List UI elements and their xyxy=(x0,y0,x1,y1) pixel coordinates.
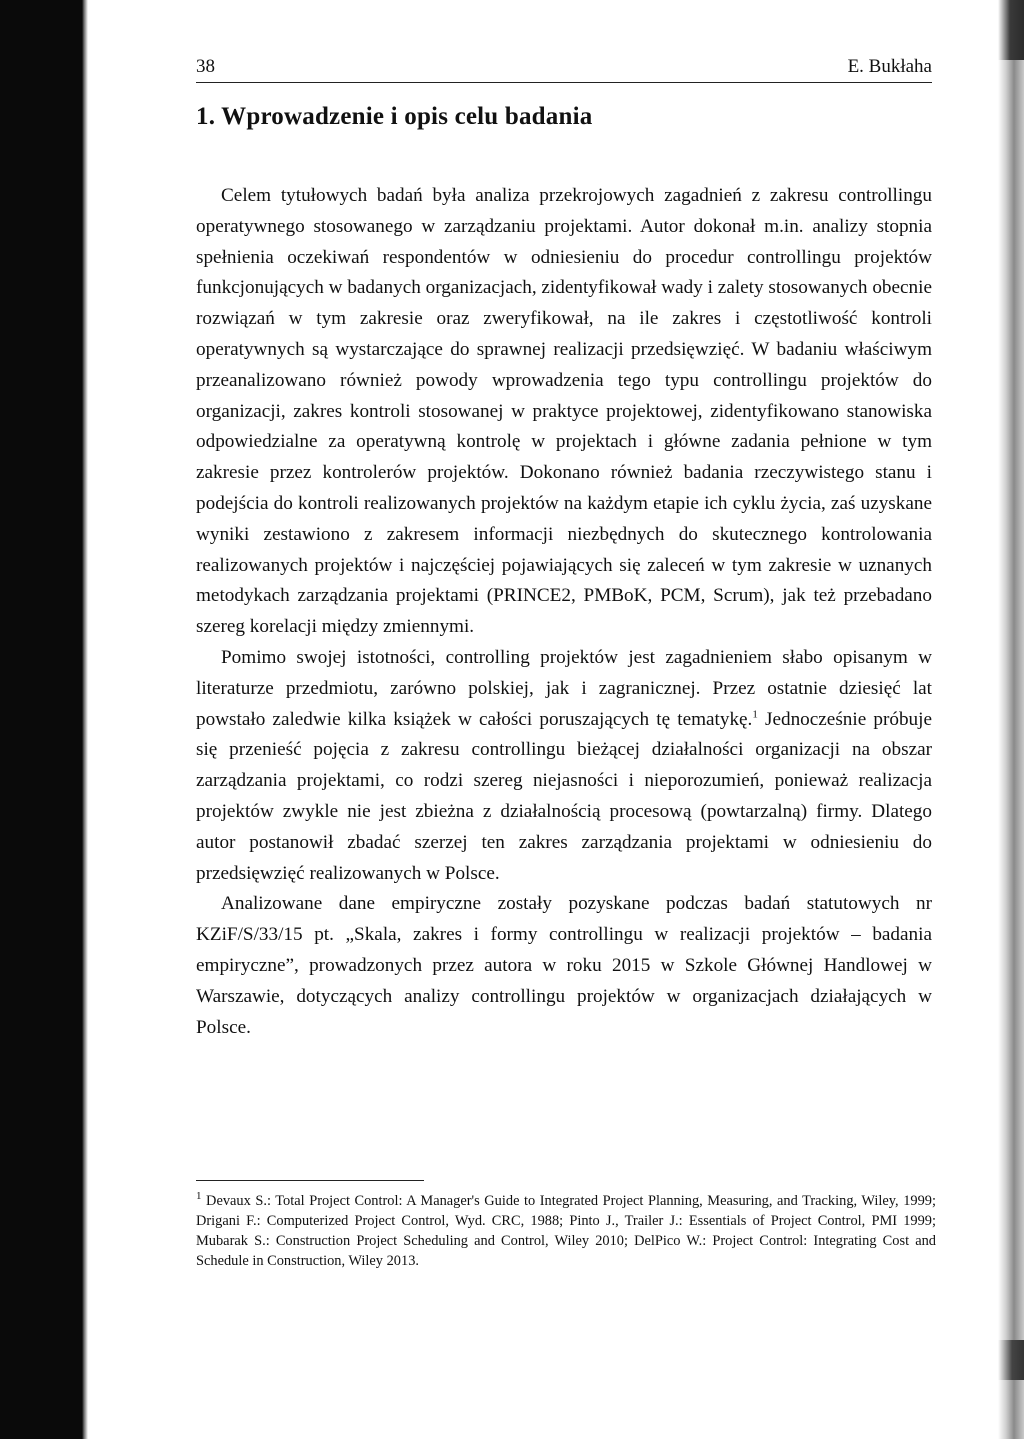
scan-edge-right xyxy=(998,0,1024,1439)
footnote-number: 1 xyxy=(196,1190,202,1203)
page-number: 38 xyxy=(196,56,215,77)
footnote-rule xyxy=(196,1180,424,1181)
section-heading: 1. Wprowadzenie i opis celu badania xyxy=(196,103,593,130)
paragraph-2-part-1: Pomimo swojej istotności, controlling projektów jest zagadnieniem słabo opisanym w literaturze przedmiotu, zarówno polskiej, jak i zagranicznej. Przez ostatnie dziesięć lat powstało zaledwie kilka książek w całości poruszających tę tematykę. xyxy=(196,646,932,730)
footnote-text: Devaux S.: Total Project Control: A Manager's Guide to Integrated Project Planning, Measuring, and Tracking, Wiley, 1999; Drigani F.: Computerized Project Control, Wyd. CRC, 1988; Pinto J., Trailer J.: Essentials of Project Control, PMI 1999; Mubarak S.: Construction Project Scheduling and Control, Wiley 2010; DelPico W.: Project Control: Integrating Cost and Schedule in Construction, Wiley 2013. xyxy=(196,1193,936,1269)
running-author: E. Bukłaha xyxy=(847,56,932,77)
scan-edge-left xyxy=(0,0,88,1439)
running-header xyxy=(196,56,932,83)
body-text xyxy=(196,181,932,1043)
scan-edge-right-top xyxy=(998,0,1024,60)
page-body xyxy=(196,56,932,1043)
footnote-reference[interactable]: 1 xyxy=(752,708,758,721)
footnote-1 xyxy=(196,1191,936,1271)
paragraph-1: Celem tytułowych badań była analiza przekrojowych zagadnień z zakresu controllingu operatywnego stosowanego w zarządzaniu projektami. Autor dokonał m.in. analizy stopnia spełnienia oczekiwań respondentów w odniesieniu do procedur controllingu projektów funkcjonujących w badanych organizacjach, zidentyfikował wady i zalety stosowanych obecnie rozwiązań w tym zakresie oraz zweryfikował, na ile zakres i częstotliwość kontroli operatywnych są wystarczające do sprawnej realizacji przedsięwzięć. W badaniu właściwym przeanalizowano również powody wprowadzenia tego typu controllingu projektów do organizacji, zakres kontroli stosowanej w praktyce projektowej, zidentyfikowano stanowiska odpowiedzialne za operatywną kontrolę w projektach i główne zadania pełnione w tym zakresie przez kontrolerów projektów. Dokonano również badania rzeczywistego stanu i podejścia do kontroli realizowanych projektów na każdym etapie ich cyklu życia, zaś uzyskane wyniki zestawiono z zakresem informacji niezbędnych do skutecznego kontrolowania realizowanych projektów i najczęściej pojawiających się zaleceń w tym zakresie w uznanych metodykach zarządzania projektami (PRINCE2, PMBoK, PCM, Scrum), jak też przebadano szereg korelacji między zmiennymi. xyxy=(196,185,932,638)
footnotes xyxy=(196,1180,936,1271)
scan-edge-right-bottom xyxy=(998,1340,1024,1380)
paragraph-3: Analizowane dane empiryczne zostały pozyskane podczas badań statutowych nr KZiF/S/33/15 pt. „Skala, zakres i formy controllingu w realizacji projektów – badania empiryczne”, prowadzonych przez autora w roku 2015 w Szkole Głównej Handlowej w Warszawie, dotyczących analizy controllingu projektów w organizacjach działających w Polsce. xyxy=(196,893,932,1038)
paragraph-2-part-2: Jednocześnie próbuje się przenieść pojęcia z zakresu controllingu bieżącej działalności organizacji na obszar zarządzania projektami, co rodzi szereg niejasności i nieporozumień, ponieważ realizacja projektów zwykle nie jest zbieżna z działalnością procesową (powtarzalną) firmy. Dlatego autor postanowił zbadać szerzej ten zakres zarządzania projektami w odniesieniu do przedsięwzięć realizowanych w Polsce. xyxy=(196,708,932,884)
paragraph-2 xyxy=(196,643,932,889)
